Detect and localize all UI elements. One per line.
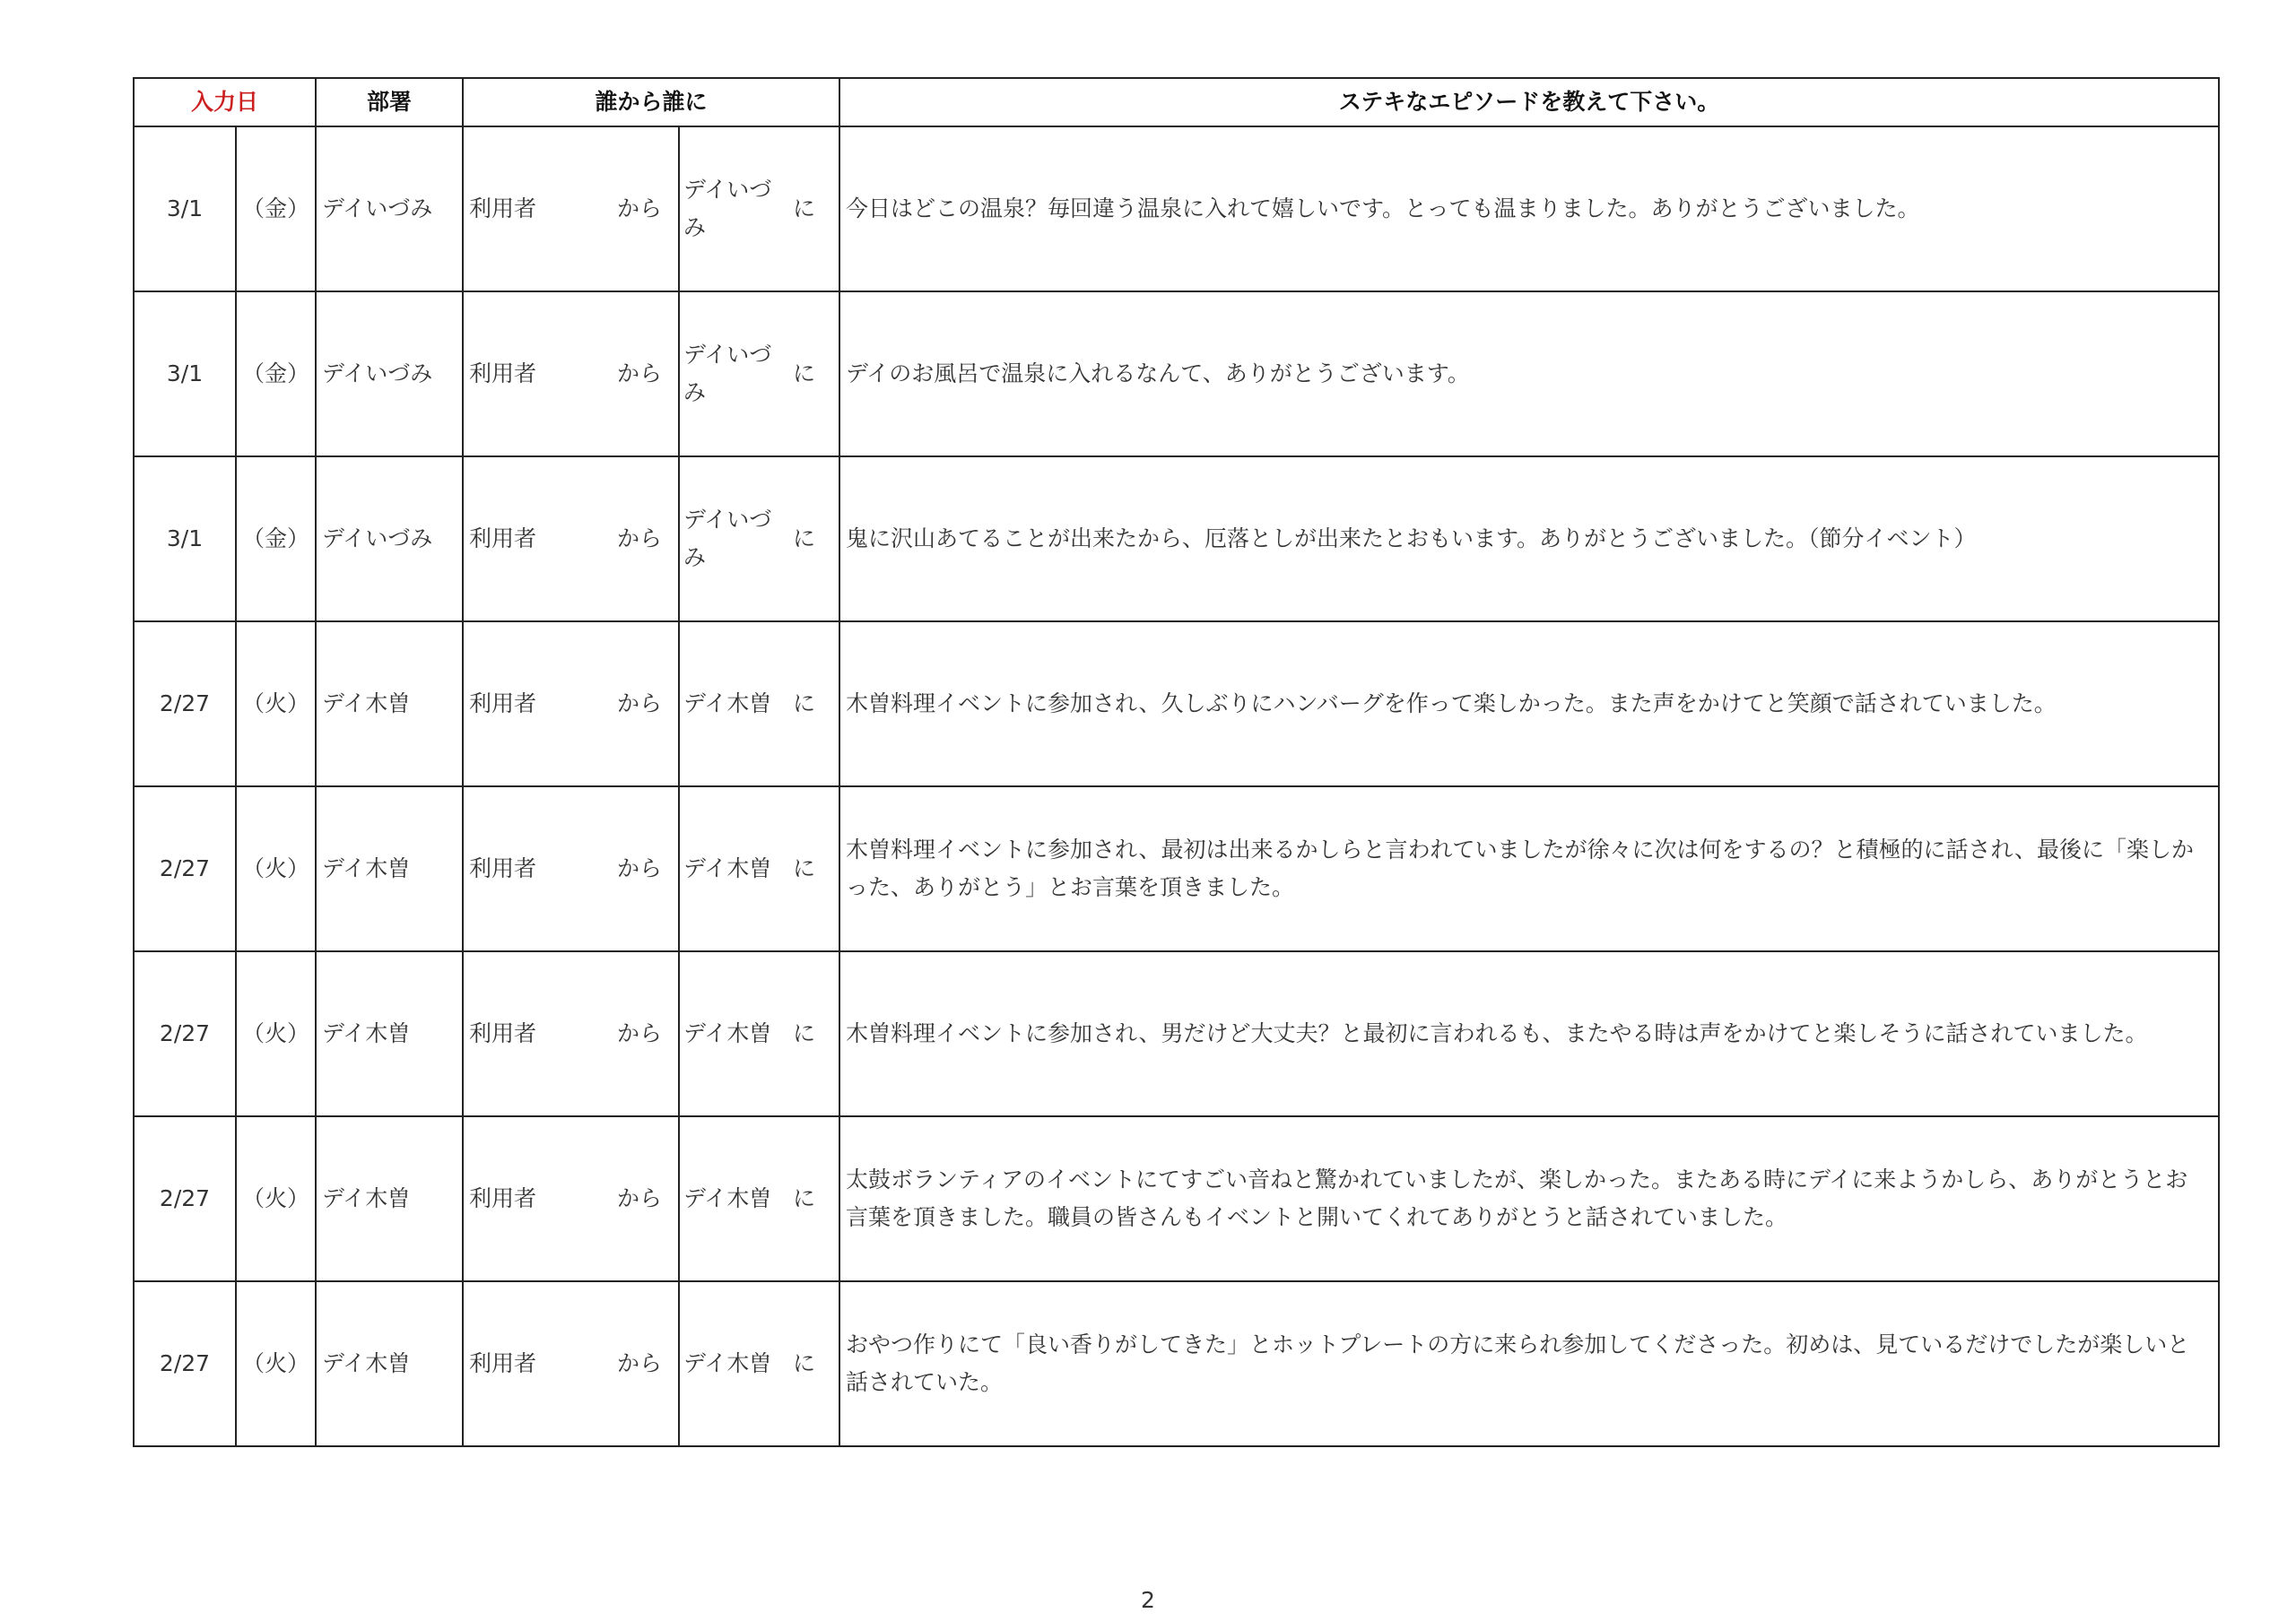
to-cell xyxy=(679,951,839,1116)
to-cell xyxy=(679,786,839,951)
from-cell xyxy=(463,456,679,621)
table-row xyxy=(134,291,2219,456)
weekday-cell: （火） xyxy=(236,621,316,786)
table-row xyxy=(134,621,2219,786)
table-row xyxy=(134,1281,2219,1446)
from-particle: から xyxy=(617,1350,663,1376)
department-cell: デイ木曽 xyxy=(316,1116,463,1281)
to-cell xyxy=(679,456,839,621)
from-name: 利用者 xyxy=(469,690,537,716)
to-cell xyxy=(679,1116,839,1281)
to-cell xyxy=(679,621,839,786)
header-episode: ステキなエピソードを教えて下さい。 xyxy=(839,78,2219,126)
weekday-cell: （金） xyxy=(236,126,316,291)
to-particle: に xyxy=(793,195,816,221)
from-cell xyxy=(463,1116,679,1281)
from-particle: から xyxy=(617,1185,663,1211)
to-name: デイ木曽 xyxy=(683,1350,772,1376)
episode-cell: 木曽料理イベントに参加され、久しぶりにハンバーグを作って楽しかった。また声をかけてと笑顔で話されていました。 xyxy=(839,621,2219,786)
department-cell: デイ木曽 xyxy=(316,621,463,786)
from-particle: から xyxy=(617,1020,663,1046)
from-cell xyxy=(463,291,679,456)
weekday-cell: （火） xyxy=(236,786,316,951)
from-particle: から xyxy=(617,360,663,386)
to-cell xyxy=(679,291,839,456)
department-cell: デイいづみ xyxy=(316,291,463,456)
from-cell xyxy=(463,1281,679,1446)
header-department: 部署 xyxy=(316,78,463,126)
from-cell xyxy=(463,126,679,291)
department-cell: デイ木曽 xyxy=(316,1281,463,1446)
table-row xyxy=(134,456,2219,621)
from-particle: から xyxy=(617,690,663,716)
to-name: デイいづみ xyxy=(683,507,772,570)
date-cell: 2/27 xyxy=(134,1281,236,1446)
to-name: デイいづみ xyxy=(683,342,772,405)
to-particle: に xyxy=(793,1020,816,1046)
from-particle: から xyxy=(617,525,663,551)
table-row xyxy=(134,1116,2219,1281)
episode-cell: 太鼓ボランティアのイベントにてすごい音ねと驚かれていましたが、楽しかった。またある時にデイに来ようかしら、ありがとうとお言葉を頂きました。職員の皆さんもイベントと開いてくれてありがとうと話されていました。 xyxy=(839,1116,2219,1281)
episode-cell: デイのお風呂で温泉に入れるなんて、ありがとうございます。 xyxy=(839,291,2219,456)
header-input-date: 入力日 xyxy=(134,78,316,126)
from-cell xyxy=(463,621,679,786)
from-cell xyxy=(463,786,679,951)
to-cell xyxy=(679,126,839,291)
from-name: 利用者 xyxy=(469,855,537,881)
header-from-to: 誰から誰に xyxy=(463,78,839,126)
episode-cell: おやつ作りにて「良い香りがしてきた」とホットプレートの方に来られ参加してくださった。初めは、見ているだけでしたが楽しいと話されていた。 xyxy=(839,1281,2219,1446)
from-cell xyxy=(463,951,679,1116)
department-cell: デイいづみ xyxy=(316,456,463,621)
date-cell: 3/1 xyxy=(134,291,236,456)
page-number: 2 xyxy=(1141,1587,1155,1613)
episode-cell: 鬼に沢山あてることが出来たから、厄落としが出来たとおもいます。ありがとうございました。（節分イベント） xyxy=(839,456,2219,621)
to-name: デイ木曽 xyxy=(683,1020,772,1046)
to-name: デイ木曽 xyxy=(683,1185,772,1211)
to-name: デイいづみ xyxy=(683,177,772,240)
date-cell: 2/27 xyxy=(134,621,236,786)
to-particle: に xyxy=(793,360,816,386)
to-name: デイ木曽 xyxy=(683,855,772,881)
to-particle: に xyxy=(793,690,816,716)
from-particle: から xyxy=(617,855,663,881)
table-row xyxy=(134,126,2219,291)
table-row xyxy=(134,786,2219,951)
header-row xyxy=(134,78,2219,126)
episode-cell: 木曽料理イベントに参加され、最初は出来るかしらと言われていましたが徐々に次は何をするの？と積極的に話され、最後に「楽しかった、ありがとう」とお言葉を頂きました。 xyxy=(839,786,2219,951)
to-cell xyxy=(679,1281,839,1446)
department-cell: デイ木曽 xyxy=(316,951,463,1116)
to-particle: に xyxy=(793,525,816,551)
to-particle: に xyxy=(793,1350,816,1376)
from-particle: から xyxy=(617,195,663,221)
weekday-cell: （金） xyxy=(236,291,316,456)
from-name: 利用者 xyxy=(469,195,537,221)
department-cell: デイ木曽 xyxy=(316,786,463,951)
weekday-cell: （金） xyxy=(236,456,316,621)
to-particle: に xyxy=(793,855,816,881)
weekday-cell: （火） xyxy=(236,1281,316,1446)
date-cell: 2/27 xyxy=(134,951,236,1116)
from-name: 利用者 xyxy=(469,1185,537,1211)
from-name: 利用者 xyxy=(469,1020,537,1046)
episode-cell: 今日はどこの温泉？毎回違う温泉に入れて嬉しいです。とっても温まりました。ありがとうございました。 xyxy=(839,126,2219,291)
date-cell: 3/1 xyxy=(134,456,236,621)
date-cell: 2/27 xyxy=(134,1116,236,1281)
to-name: デイ木曽 xyxy=(683,690,772,716)
weekday-cell: （火） xyxy=(236,951,316,1116)
table-row xyxy=(134,951,2219,1116)
to-particle: に xyxy=(793,1185,816,1211)
department-cell: デイいづみ xyxy=(316,126,463,291)
date-cell: 2/27 xyxy=(134,786,236,951)
from-name: 利用者 xyxy=(469,1350,537,1376)
episode-cell: 木曽料理イベントに参加され、男だけど大丈夫？と最初に言われるも、またやる時は声をかけてと楽しそうに話されていました。 xyxy=(839,951,2219,1116)
from-name: 利用者 xyxy=(469,525,537,551)
date-cell: 3/1 xyxy=(134,126,236,291)
episode-table xyxy=(133,77,2220,1447)
weekday-cell: （火） xyxy=(236,1116,316,1281)
from-name: 利用者 xyxy=(469,360,537,386)
